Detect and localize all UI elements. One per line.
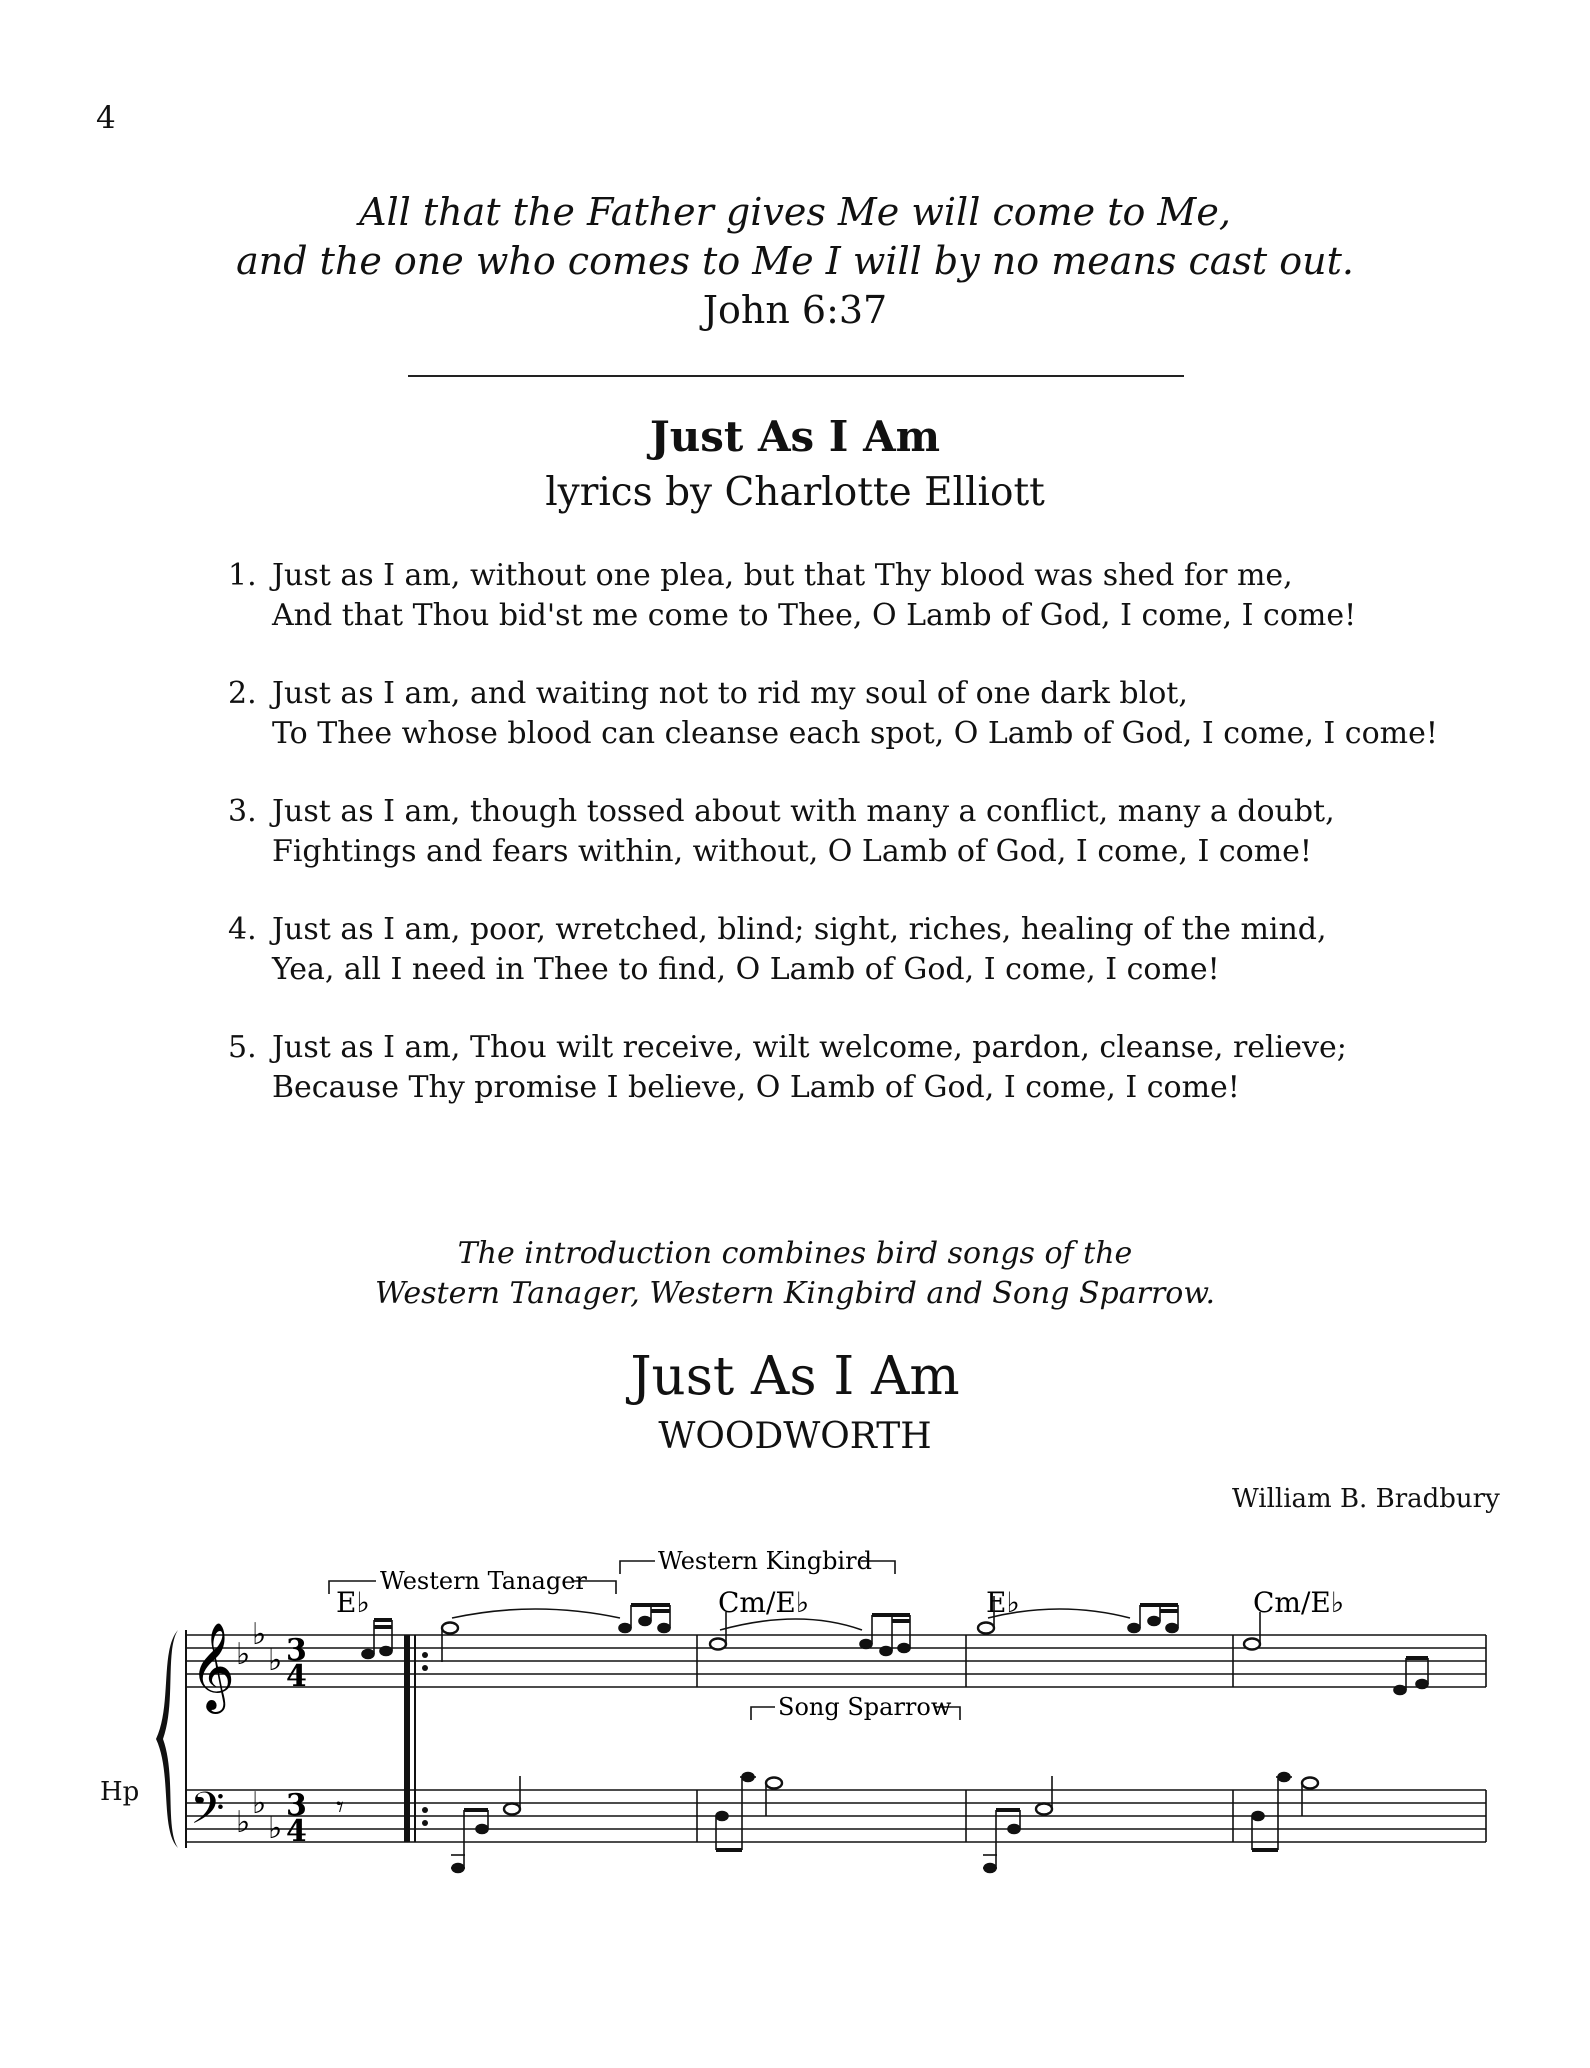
composer: William B. Bradbury [1232, 1484, 1500, 1514]
bass-clef-icon: 𝄢 [190, 1782, 225, 1845]
measure-2-bass [716, 1773, 782, 1851]
key-signature-bass [236, 1786, 282, 1846]
bird-label-sparrow-text: Song Sparrow [778, 1693, 952, 1721]
time-signature-bottom: 4 [286, 1659, 307, 1694]
chord-symbol: E♭ [986, 1586, 1020, 1619]
stanza-line: Just as I am, without one plea, but that Thy blood was shed for me, [272, 558, 1293, 593]
stanza-line: Just as I am, Thou wilt receive, wilt welcome, pardon, cleanse, relieve; [272, 1030, 1347, 1065]
repeat-start-barline [404, 1635, 428, 1842]
measure-4-treble [1244, 1612, 1428, 1695]
stanza-number: 2. [228, 676, 257, 711]
svg-text:♭: ♭ [252, 1786, 267, 1821]
tune-name: WOODWORTH [658, 1416, 932, 1457]
page-number: 4 [96, 100, 116, 136]
measure-4-bass [1252, 1773, 1318, 1851]
chord-symbol: Cm/E♭ [718, 1586, 810, 1619]
stanza-line: Just as I am, and waiting not to rid my soul of one dark blot, [272, 676, 1188, 711]
pickup-notes [362, 1620, 392, 1659]
epigraph-line: and the one who comes to Me I will by no means cast out. [236, 239, 1354, 283]
bird-label-tanager-text: Western Tanager [380, 1567, 587, 1595]
stanza-line: To Thee whose blood can cleanse each spot, O Lamb of God, I come, I come! [272, 716, 1438, 751]
treble-staff [186, 1635, 1486, 1687]
epigraph-reference: John 6:37 [702, 288, 888, 332]
stanza-number: 1. [228, 558, 257, 593]
chord-symbol: Cm/E♭ [1253, 1586, 1345, 1619]
score-title: Just As I Am [630, 1346, 960, 1407]
svg-text:♭: ♭ [268, 1811, 283, 1846]
instrument-label: Hp [100, 1777, 140, 1807]
stanza-line: Because Thy promise I believe, O Lamb of God, I come, I come! [272, 1070, 1240, 1105]
chord-symbol: E♭ [336, 1586, 370, 1619]
bird-label-kingbird-text: Western Kingbird [658, 1547, 872, 1575]
hymn-title: Just As I Am [649, 412, 941, 461]
epigraph-line: All that the Father gives Me will come to Me, [359, 190, 1231, 234]
time-signature-bottom: 4 [286, 1814, 307, 1849]
hymn-byline: lyrics by Charlotte Elliott [545, 470, 1045, 515]
time-signature-top: 3 [286, 1788, 307, 1823]
bass-staff [186, 1790, 1486, 1842]
intro-note-line: Western Tanager, Western Kingbird and Song Sparrow. [374, 1276, 1215, 1311]
stanza-line: Just as I am, though tossed about with many a conflict, many a doubt, [272, 794, 1335, 829]
grand-staff-brace [156, 1630, 178, 1848]
barlines [697, 1635, 1486, 1842]
treble-clef-icon: 𝄞 [190, 1621, 235, 1710]
stanza-line: Fightings and fears within, without, O Lamb of God, I come, I come! [272, 834, 1312, 869]
stanza-line: Just as I am, poor, wretched, blind; sight, riches, healing of the mind, [272, 912, 1327, 947]
stanza-line: Yea, all I need in Thee to find, O Lamb of God, I come, I come! [272, 952, 1220, 987]
stanza-line: And that Thou bid'st me come to Thee, O Lamb of God, I come, I come! [272, 598, 1357, 633]
measure-1-treble [442, 1605, 670, 1662]
svg-text:♭: ♭ [252, 1617, 267, 1652]
svg-text:♭: ♭ [236, 1637, 251, 1672]
eighth-rest-icon: 𝄾 [336, 1790, 344, 1825]
stanza-number: 4. [228, 912, 257, 947]
stanza-number: 5. [228, 1030, 257, 1065]
svg-text:♭: ♭ [268, 1643, 283, 1678]
stanza-number: 3. [228, 794, 257, 829]
key-signature-treble [236, 1617, 282, 1678]
intro-note-line: The introduction combines bird songs of the [457, 1236, 1133, 1271]
svg-text:♭: ♭ [236, 1805, 251, 1840]
time-signature-top: 3 [286, 1633, 307, 1668]
